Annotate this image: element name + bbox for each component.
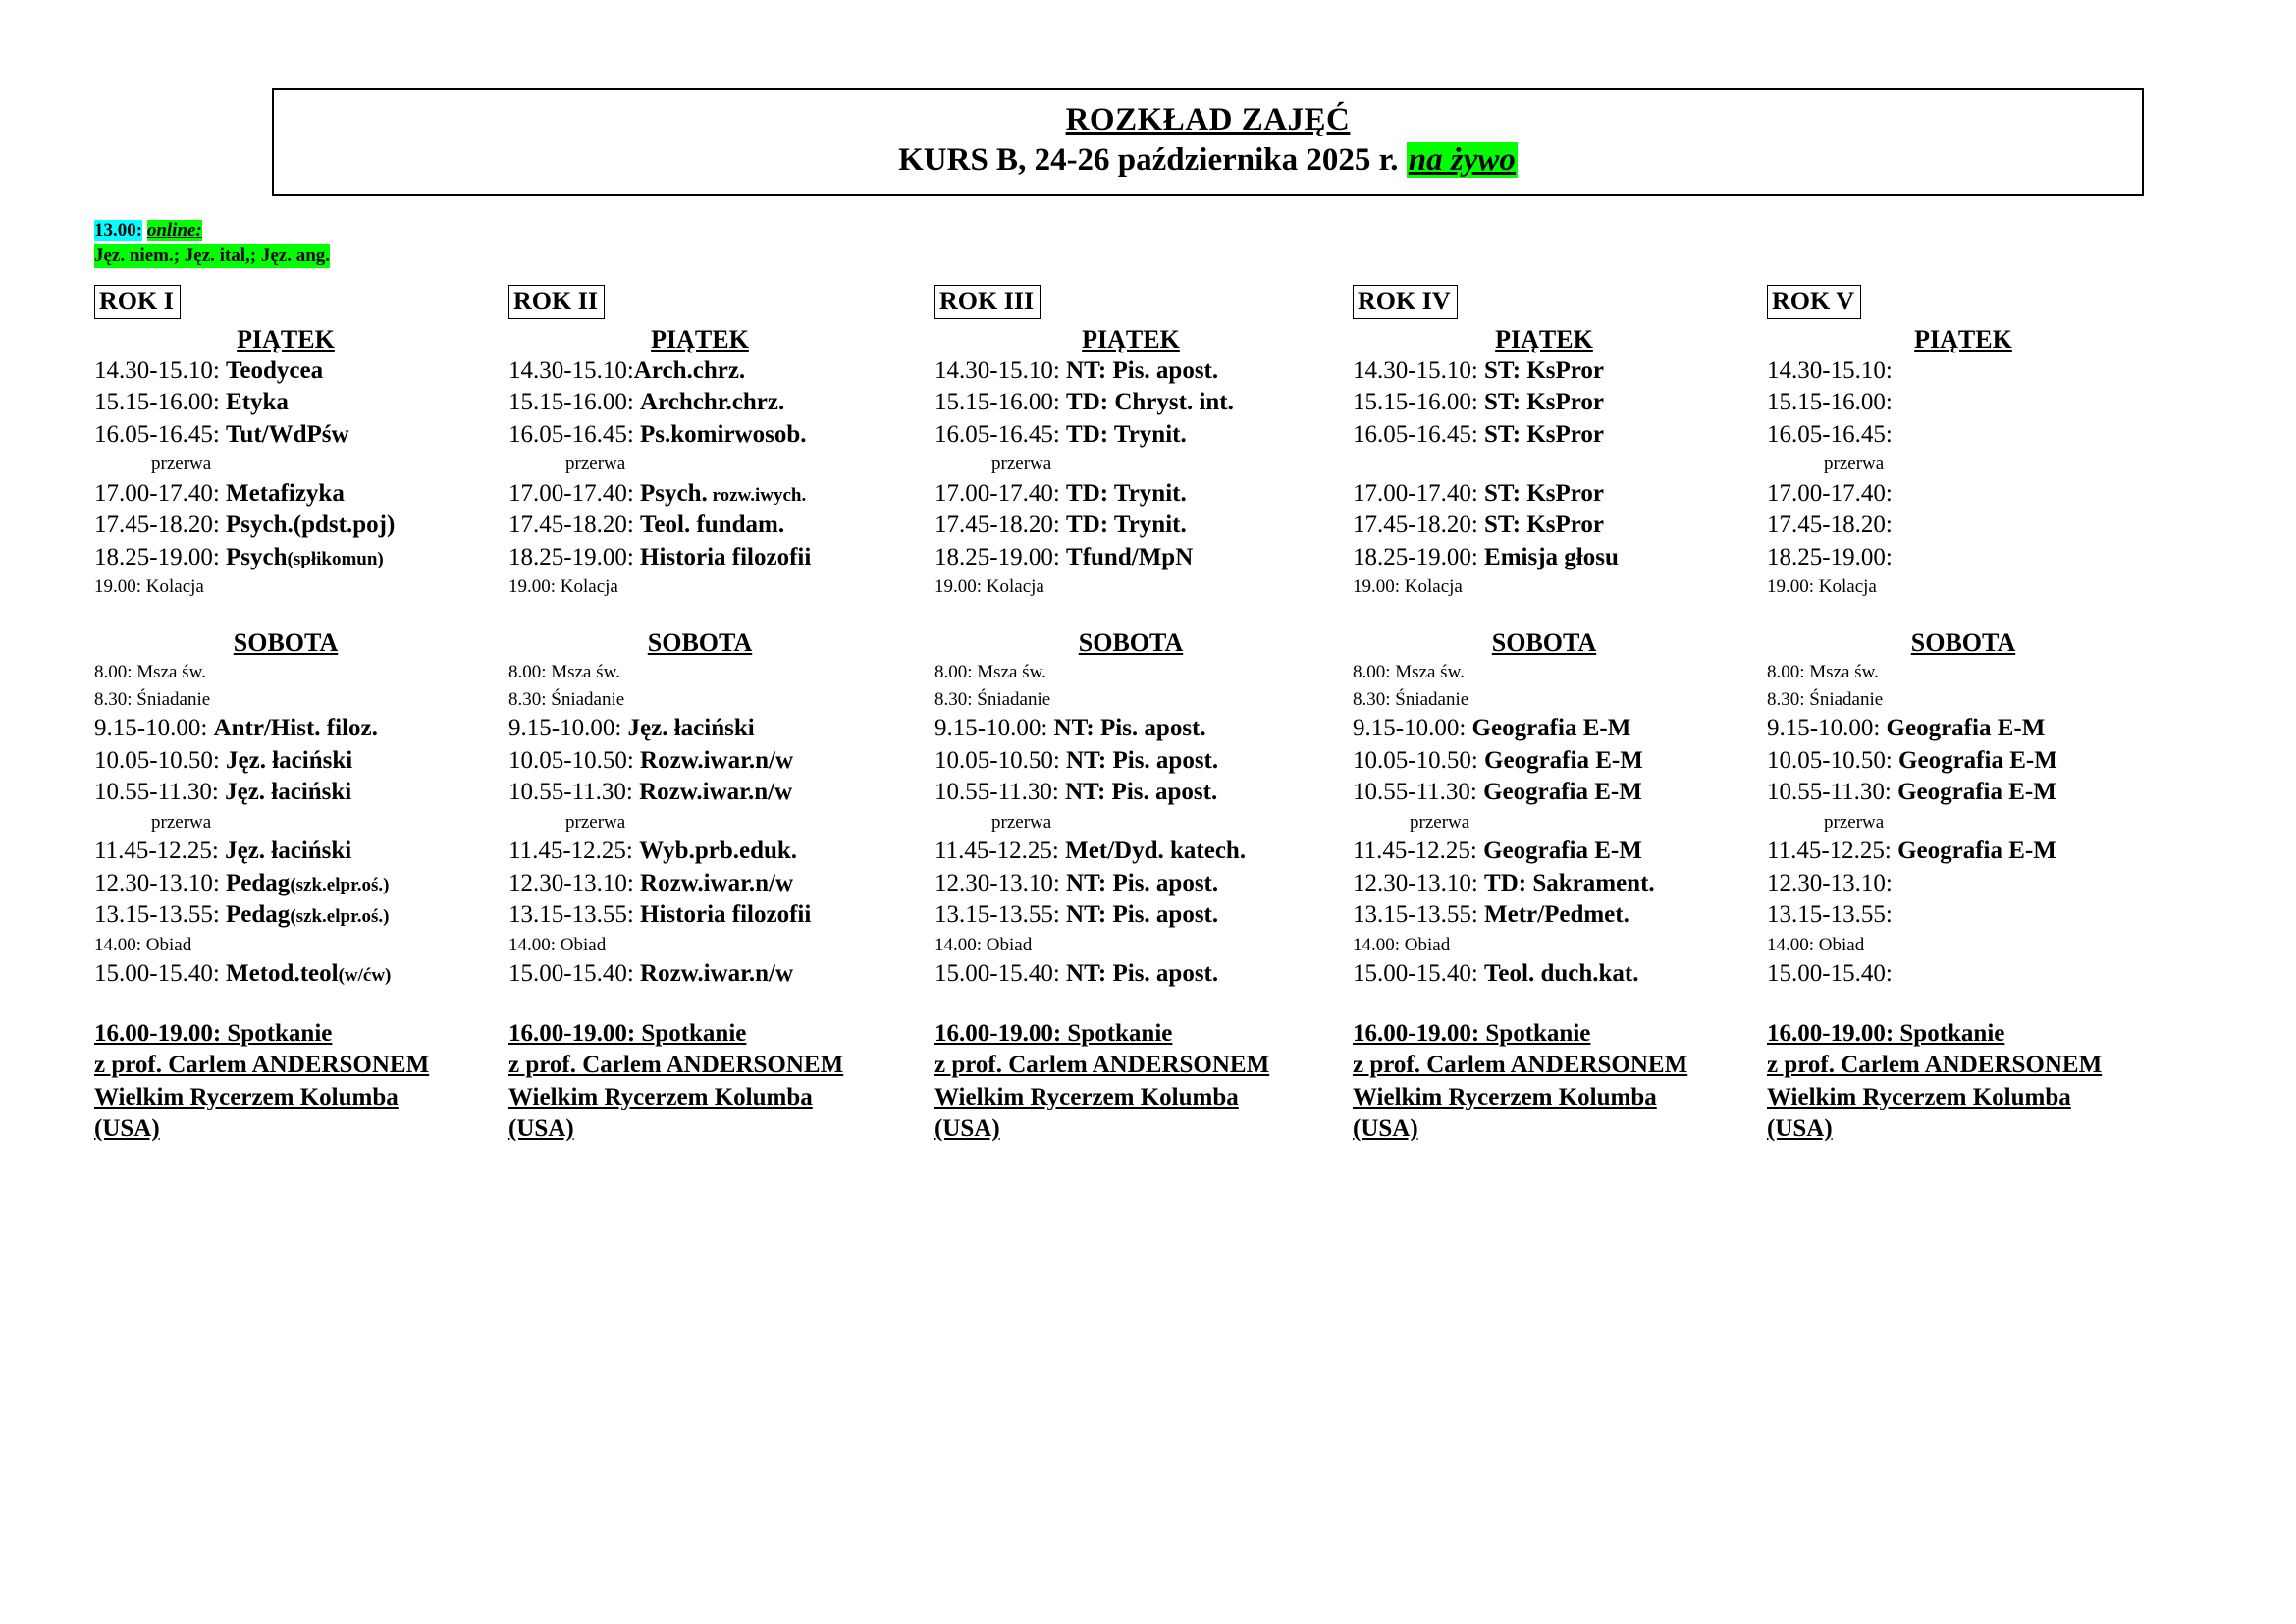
- meeting-line: (USA): [94, 1115, 160, 1143]
- meeting-line: 16.00-19.00: Spotkanie: [508, 1019, 747, 1047]
- schedule-row: 9.15-10.00: Jęz. łaciński: [508, 715, 755, 742]
- break-label: przerwa: [1824, 454, 1885, 475]
- schedule-row: 17.45-18.20: ST: KsPror: [1353, 512, 1605, 539]
- meeting-line: z prof. Carlem ANDERSONEM: [1353, 1052, 1688, 1079]
- dinner-label: 19.00: Kolacja: [1353, 576, 1463, 598]
- friday-rows: [934, 355, 1327, 601]
- schedule-row: 10.55-11.30: Jęz. łaciński: [94, 779, 352, 806]
- schedule-row: 10.55-11.30: Geografia E-M: [1767, 779, 2056, 806]
- schedule-row: 11.45-12.25: Met/Dyd. katech.: [934, 838, 1247, 865]
- column-rok-1: [94, 285, 477, 1146]
- schedule-row: 12.30-13.10: TD: Sakrament.: [1353, 869, 1655, 896]
- saturday-heading: SOBOTA: [647, 627, 753, 657]
- schedule-row: 14.30-15.10:Arch.chrz.: [508, 356, 746, 384]
- schedule-row: 15.15-16.00:: [1767, 389, 1893, 416]
- mass-label: 8.00: Msza św.: [508, 661, 620, 682]
- breakfast-label: 8.30: Śniadanie: [94, 688, 211, 710]
- break-label: przerwa: [565, 811, 626, 833]
- schedule-row: 17.45-18.20: TD: Trynit.: [934, 512, 1187, 539]
- schedule-row: 10.05-10.50: Rozw.iwar.n/w: [508, 746, 794, 774]
- schedule-row: 10.05-10.50: Jęz. łaciński: [94, 746, 353, 774]
- column-rok-3: [934, 285, 1327, 1146]
- meeting-line: z prof. Carlem ANDERSONEM: [1767, 1052, 2103, 1079]
- schedule-row: 10.05-10.50: NT: Pis. apost.: [934, 746, 1219, 774]
- lunch-label: 14.00: Obiad: [508, 934, 607, 955]
- schedule-row: 15.15-16.00: ST: KsPror: [1353, 389, 1605, 416]
- online-note-label: online:: [146, 220, 202, 241]
- meeting-line: Wielkim Rycerzem Kolumba: [1353, 1083, 1657, 1110]
- meeting-block: [1353, 1018, 1735, 1146]
- meeting-block: [934, 1018, 1327, 1146]
- dinner-label: 19.00: Kolacja: [1767, 576, 1877, 598]
- schedule-row: 12.30-13.10: Rozw.iwar.n/w: [508, 869, 794, 896]
- meeting-line: (USA): [934, 1115, 1000, 1143]
- schedule-row: 17.45-18.20: Psych.(pdst.poj): [94, 512, 396, 539]
- schedule-row: 15.15-16.00: Archchr.chrz.: [508, 389, 785, 416]
- mass-label: 8.00: Msza św.: [934, 661, 1046, 682]
- mass-label: 8.00: Msza św.: [1353, 661, 1465, 682]
- meeting-block: [1767, 1018, 2160, 1146]
- meeting-line: 16.00-19.00: Spotkanie: [1353, 1019, 1591, 1047]
- dinner-label: 19.00: Kolacja: [508, 576, 618, 598]
- schedule-row: 15.00-15.40: Metod.teol(w/ćw): [94, 960, 392, 988]
- schedule-row: 9.15-10.00: Antr/Hist. filoz.: [94, 715, 378, 742]
- schedule-row: 10.05-10.50: Geografia E-M: [1767, 746, 2057, 774]
- schedule-row: 17.00-17.40: ST: KsPror: [1353, 479, 1605, 507]
- saturday-rows: [1353, 659, 1735, 991]
- schedule-row: 17.45-18.20:: [1767, 512, 1893, 539]
- schedule-row: 14.30-15.10: NT: Pis. apost.: [934, 356, 1219, 384]
- break-label: przerwa: [1824, 811, 1885, 833]
- schedule-row: 10.55-11.30: Rozw.iwar.n/w: [508, 779, 793, 806]
- column-title: ROK II: [508, 285, 605, 319]
- schedule-row: 9.15-10.00: NT: Pis. apost.: [934, 715, 1206, 742]
- meeting-line: z prof. Carlem ANDERSONEM: [94, 1052, 430, 1079]
- schedule-row: 18.25-19.00: Tfund/MpN: [934, 543, 1194, 570]
- online-note-languages: Jęz. niem.; Jęz. ital,; Jęz. ang.: [94, 244, 330, 269]
- friday-heading: PIĄTEK: [1914, 324, 2012, 353]
- schedule-row: 17.00-17.40:: [1767, 479, 1893, 507]
- online-note: [94, 218, 330, 268]
- schedule-row: 11.45-12.25: Wyb.prb.eduk.: [508, 838, 798, 865]
- schedule-row: 18.25-19.00: Psych(spłikomun): [94, 543, 384, 570]
- schedule-row: 16.05-16.45: Ps.komirwosob.: [508, 420, 807, 448]
- schedule-row: 9.15-10.00: Geografia E-M: [1353, 715, 1631, 742]
- meeting-line: Wielkim Rycerzem Kolumba: [934, 1083, 1239, 1110]
- meeting-line: (USA): [1767, 1115, 1833, 1143]
- lunch-label: 14.00: Obiad: [934, 934, 1033, 955]
- column-title: ROK I: [94, 285, 181, 319]
- friday-rows: [1353, 355, 1735, 601]
- friday-heading: PIĄTEK: [237, 324, 335, 353]
- schedule-row: 11.45-12.25: Geografia E-M: [1353, 838, 1642, 865]
- schedule-row: 10.55-11.30: Geografia E-M: [1353, 779, 1642, 806]
- schedule-row: 13.15-13.55: NT: Pis. apost.: [934, 901, 1219, 929]
- saturday-heading: SOBOTA: [233, 627, 339, 657]
- meeting-block: [508, 1018, 891, 1146]
- subtitle-text: KURS B, 24-26 października 2025 r.: [898, 142, 1407, 178]
- schedule-row: 12.30-13.10:: [1767, 869, 1893, 896]
- meeting-line: z prof. Carlem ANDERSONEM: [508, 1052, 844, 1079]
- schedule-row: 18.25-19.00: Historia filozofii: [508, 543, 812, 570]
- meeting-line: Wielkim Rycerzem Kolumba: [1767, 1083, 2071, 1110]
- schedule-row: 15.15-16.00: Etyka: [94, 389, 289, 416]
- page-subtitle: [274, 142, 2142, 179]
- schedule-row: 9.15-10.00: Geografia E-M: [1767, 715, 2046, 742]
- breakfast-label: 8.30: Śniadanie: [1767, 688, 1884, 710]
- friday-heading: PIĄTEK: [1082, 324, 1180, 353]
- schedule-row: 18.25-19.00:: [1767, 543, 1893, 570]
- break-label: przerwa: [1410, 811, 1470, 833]
- meeting-line: (USA): [508, 1115, 574, 1143]
- schedule-row: 13.15-13.55: Historia filozofii: [508, 901, 812, 929]
- schedule-row: 15.00-15.40:: [1767, 960, 1893, 988]
- break-label: przerwa: [991, 811, 1052, 833]
- schedule-row: 17.00-17.40: Metafizyka: [94, 479, 345, 507]
- column-rok-4: [1353, 285, 1735, 1146]
- schedule-row: 15.15-16.00: TD: Chryst. int.: [934, 389, 1234, 416]
- breakfast-label: 8.30: Śniadanie: [934, 688, 1051, 710]
- friday-rows: [508, 355, 891, 601]
- meeting-line: z prof. Carlem ANDERSONEM: [934, 1052, 1270, 1079]
- saturday-heading: SOBOTA: [1491, 627, 1597, 657]
- meeting-line: (USA): [1353, 1115, 1418, 1143]
- meeting-line: Wielkim Rycerzem Kolumba: [94, 1083, 399, 1110]
- schedule-row: 14.30-15.10: Teodycea: [94, 356, 324, 384]
- schedule-row: 11.45-12.25: Jęz. łaciński: [94, 838, 352, 865]
- column-rok-2: [508, 285, 891, 1146]
- breakfast-label: 8.30: Śniadanie: [508, 688, 625, 710]
- break-label: przerwa: [991, 454, 1052, 475]
- dinner-label: 19.00: Kolacja: [934, 576, 1044, 598]
- mass-label: 8.00: Msza św.: [94, 661, 206, 682]
- lunch-label: 14.00: Obiad: [94, 934, 192, 955]
- page-title: ROZKŁAD ZAJĘĆ: [1065, 102, 1351, 137]
- schedule-row: 16.05-16.45: TD: Trynit.: [934, 420, 1187, 448]
- title-box: [272, 88, 2144, 196]
- schedule-row: 12.30-13.10: Pedag(szk.elpr.oś.): [94, 869, 390, 896]
- subtitle-highlight: na żywo: [1408, 142, 1516, 178]
- saturday-heading: SOBOTA: [1910, 627, 2016, 657]
- schedule-row: 12.30-13.10: NT: Pis. apost.: [934, 869, 1219, 896]
- schedule-row: 10.05-10.50: Geografia E-M: [1353, 746, 1643, 774]
- schedule-row: 11.45-12.25: Geografia E-M: [1767, 838, 2056, 865]
- schedule-row: 17.00-17.40: TD: Trynit.: [934, 479, 1187, 507]
- friday-heading: PIĄTEK: [651, 324, 749, 353]
- schedule-row: 10.55-11.30: NT: Pis. apost.: [934, 779, 1218, 806]
- breakfast-label: 8.30: Śniadanie: [1353, 688, 1469, 710]
- lunch-label: 14.00: Obiad: [1353, 934, 1451, 955]
- friday-heading: PIĄTEK: [1495, 324, 1593, 353]
- column-rok-5: [1767, 285, 2160, 1146]
- schedule-row: 16.05-16.45:: [1767, 420, 1893, 448]
- schedule-row: 16.05-16.45: ST: KsPror: [1353, 420, 1605, 448]
- friday-rows: [94, 355, 477, 601]
- break-label: [1353, 451, 1735, 478]
- schedule-row: 17.45-18.20: Teol. fundam.: [508, 512, 785, 539]
- friday-rows: [1767, 355, 2160, 601]
- meeting-block: [94, 1018, 477, 1146]
- saturday-rows: [934, 659, 1327, 991]
- lunch-label: 14.00: Obiad: [1767, 934, 1865, 955]
- schedule-row: 15.00-15.40: NT: Pis. apost.: [934, 960, 1219, 988]
- dinner-label: 19.00: Kolacja: [94, 576, 204, 598]
- schedule-row: 15.00-15.40: Rozw.iwar.n/w: [508, 960, 794, 988]
- column-title: ROK V: [1767, 285, 1861, 319]
- schedule-row: 13.15-13.55: Metr/Pedmet.: [1353, 901, 1629, 929]
- meeting-line: 16.00-19.00: Spotkanie: [94, 1019, 333, 1047]
- schedule-row: 14.30-15.10:: [1767, 356, 1893, 384]
- online-note-time: 13.00:: [94, 220, 143, 241]
- break-label: przerwa: [151, 811, 212, 833]
- schedule-row: 14.30-15.10: ST: KsPror: [1353, 356, 1605, 384]
- column-title: ROK IV: [1353, 285, 1458, 319]
- schedule-row: 15.00-15.40: Teol. duch.kat.: [1353, 960, 1639, 988]
- column-title: ROK III: [934, 285, 1041, 319]
- saturday-rows: [1767, 659, 2160, 991]
- mass-label: 8.00: Msza św.: [1767, 661, 1879, 682]
- break-label: przerwa: [565, 454, 626, 475]
- schedule-row: 13.15-13.55:: [1767, 901, 1893, 929]
- meeting-line: Wielkim Rycerzem Kolumba: [508, 1083, 813, 1110]
- saturday-heading: SOBOTA: [1078, 627, 1184, 657]
- schedule-row: 16.05-16.45: Tut/WdPśw: [94, 420, 349, 448]
- break-label: przerwa: [151, 454, 212, 475]
- schedule-row: 18.25-19.00: Emisja głosu: [1353, 543, 1619, 570]
- saturday-rows: [94, 659, 477, 991]
- schedule-row: 17.00-17.40: Psych. rozw.iwych.: [508, 479, 807, 507]
- meeting-line: 16.00-19.00: Spotkanie: [1767, 1019, 2005, 1047]
- meeting-line: 16.00-19.00: Spotkanie: [934, 1019, 1173, 1047]
- schedule-row: 13.15-13.55: Pedag(szk.elpr.oś.): [94, 901, 390, 929]
- saturday-rows: [508, 659, 891, 991]
